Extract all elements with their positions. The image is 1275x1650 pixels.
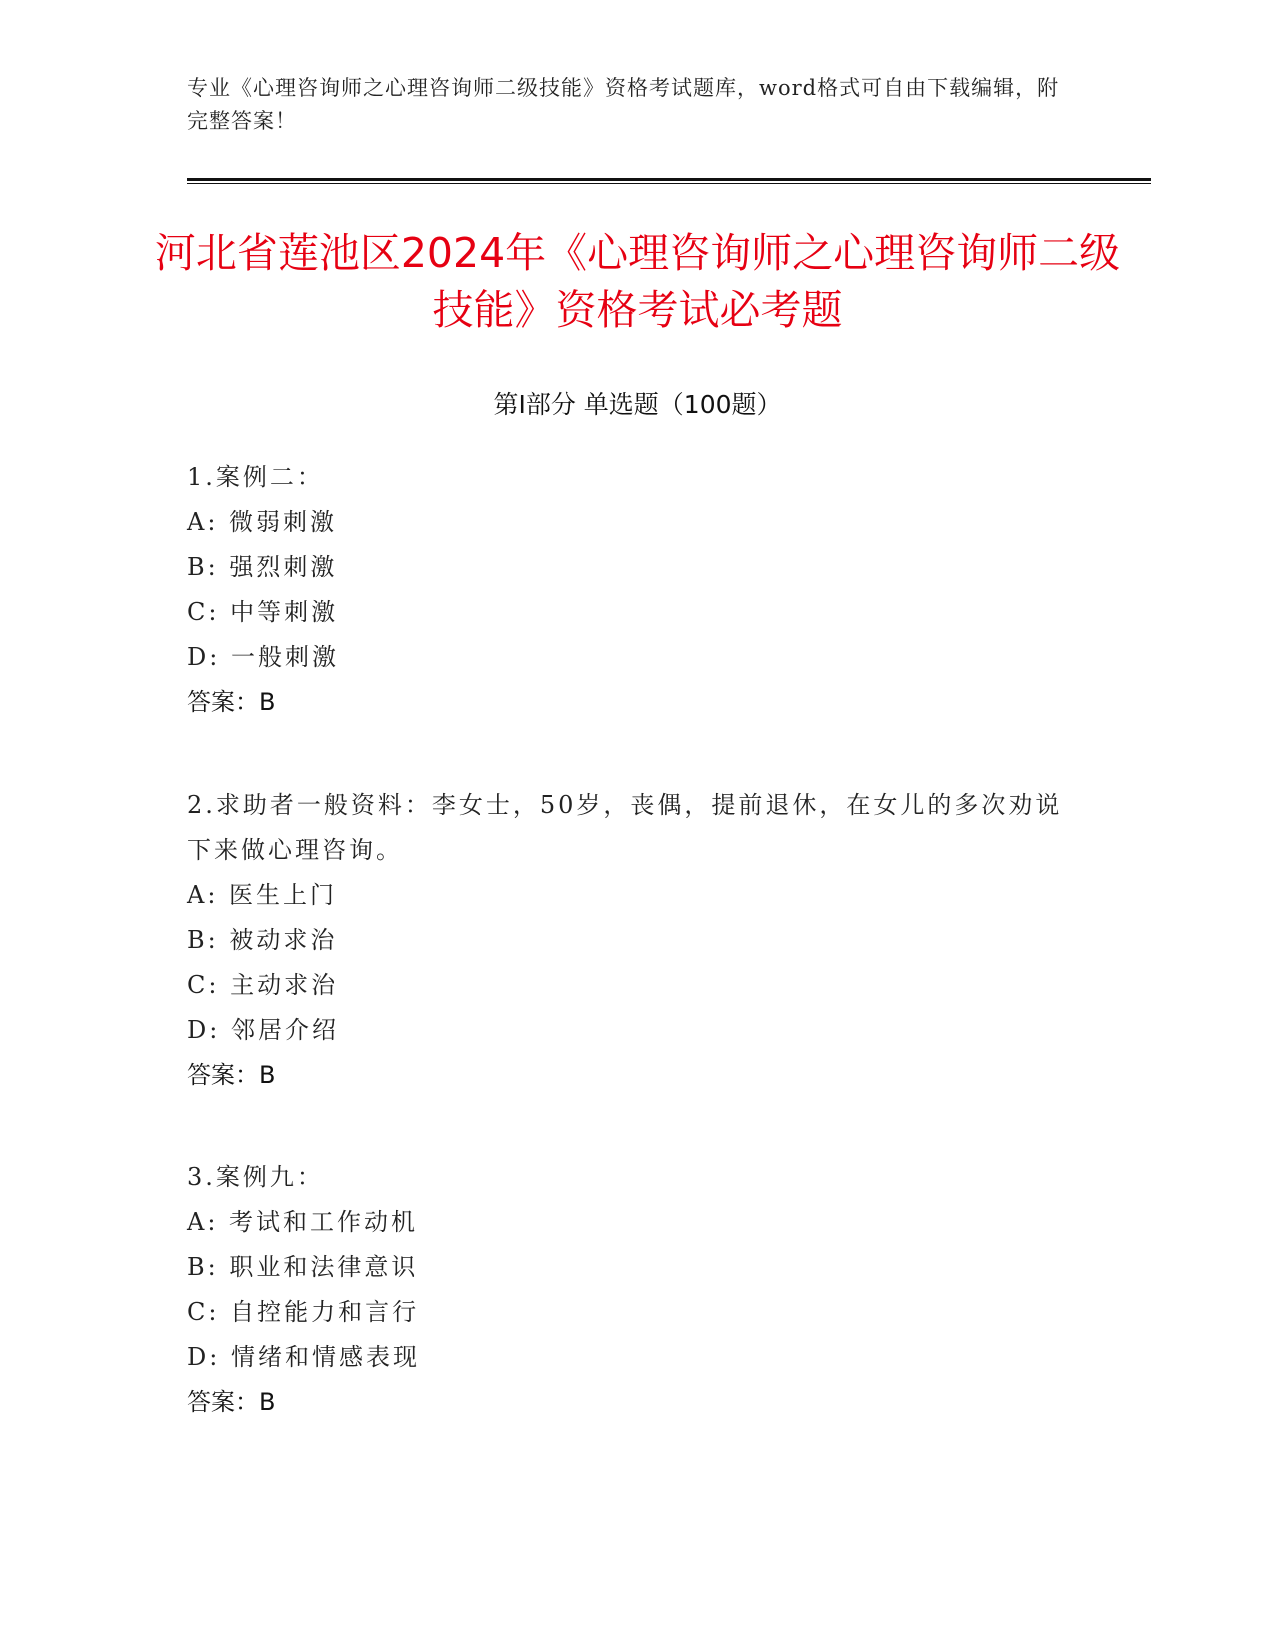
- option-c: C: 自控能力和言行: [187, 1298, 420, 1326]
- question-2: [187, 783, 1067, 1098]
- header-note: 专业《心理咨询师之心理咨询师二级技能》资格考试题库，word格式可自由下载编辑，附完整答案！: [187, 76, 1060, 133]
- question-1: [187, 455, 1067, 725]
- answer: 答案：B: [187, 1061, 276, 1089]
- option-a: A: 微弱刺激: [187, 508, 338, 536]
- option-a: A: 医生上门: [187, 881, 338, 909]
- option-b: B: 职业和法律意识: [187, 1253, 419, 1281]
- option-d: D: 情绪和情感表现: [187, 1343, 420, 1371]
- option-a: A: 考试和工作动机: [187, 1208, 419, 1236]
- question-stem: 1.案例二：: [187, 463, 324, 491]
- answer: 答案：B: [187, 1388, 276, 1416]
- option-c: C: 中等刺激: [187, 598, 339, 626]
- header-divider-thin: [187, 183, 1151, 184]
- option-d: D: 邻居介绍: [187, 1016, 339, 1044]
- option-d: D: 一般刺激: [187, 643, 339, 671]
- section-heading: 第Ⅰ部分 单选题（100题）: [493, 390, 782, 419]
- question-stem: 3.案例九：: [187, 1163, 324, 1191]
- document-title: 河北省莲池区2024年《心理咨询师之心理咨询师二级技能》资格考试必考题: [154, 229, 1121, 334]
- option-b: B: 强烈刺激: [187, 553, 338, 581]
- question-stem: 2.求助者一般资料：李女士，50岁，丧偶，提前退休，在女儿的多次劝说下来做心理咨询。: [187, 791, 1063, 864]
- answer: 答案：B: [187, 688, 276, 716]
- option-b: B: 被动求治: [187, 926, 338, 954]
- question-3: [187, 1155, 1067, 1425]
- option-c: C: 主动求治: [187, 971, 339, 999]
- header-divider-thick: [187, 178, 1151, 181]
